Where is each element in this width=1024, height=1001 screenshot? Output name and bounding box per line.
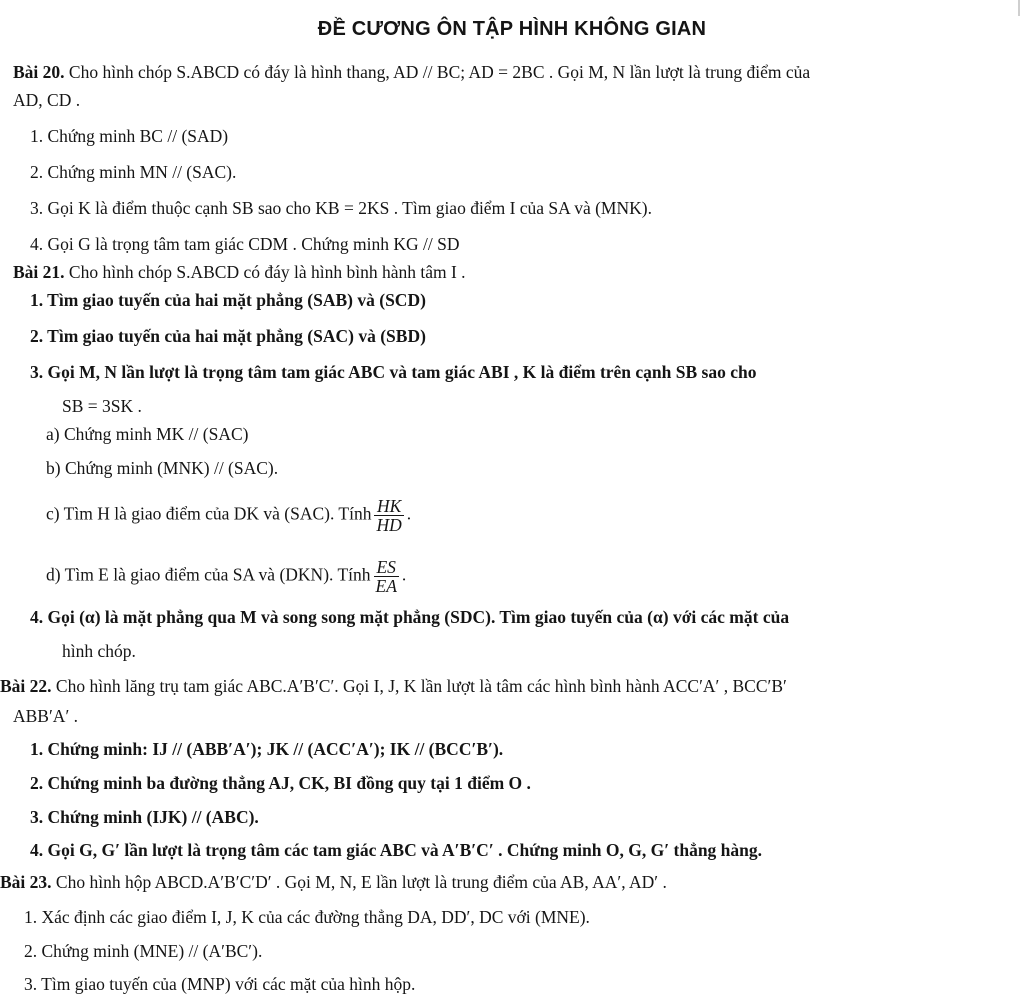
b21-question-1: 1. Tìm giao tuyến của hai mặt phẳng (SAB) và (SCD) [30,290,426,310]
fraction-es-ea [374,558,399,595]
b22-intro-line-2: ABB′A′ . [13,706,79,726]
b22-intro-text: Cho hình lăng trụ tam giác ABC.A′B′C′. Gọi I, J, K lần lượt là tâm các hình bình hành ACC′A′ , BCC′B′ [51,676,787,696]
fraction-denominator: HD [376,515,402,535]
document-title: ĐỀ CƯƠNG ÔN TẬP HÌNH KHÔNG GIAN [317,18,707,40]
b20-question-1: 1. Chứng minh BC // (SAD) [30,126,229,146]
fraction-hk-hd [374,497,403,534]
b21-question-4: 4. Gọi (α) là mặt phẳng qua M và song song mặt phẳng (SDC). Tìm giao tuyến của (α) với các mặt của [30,607,790,627]
b21-question-3c: c) Tìm H là giao điểm của DK và (SAC). Tính $\frac{HK}{HD}$ . [46,496,412,535]
b22-intro-line-1 [0,675,787,697]
fraction-denominator: EA [375,576,397,596]
b21-question-4-cont: hình chóp. [62,641,136,661]
b21-question-3d: d) Tìm E là giao điểm của SA và (DKN). Tính $\frac{ES}{EA}$ . [46,557,407,596]
b23-question-1: 1. Xác định các giao điểm I, J, K của các đường thẳng DA, DD′, DC với (MNE). [24,907,590,927]
b22-question-3: 3. Chứng minh (IJK) // (ABC). [30,807,259,827]
b21-question-3b: b) Chứng minh (MNK) // (SAC). [46,458,279,478]
corner-mark [1018,0,1020,16]
b22-heading: Bài 22. [0,676,52,696]
b20-question-2: 2. Chứng minh MN // (SAC). [30,162,237,182]
b22-question-1: 1. Chứng minh: IJ // (ABB′A′); JK // (ACC′A′); IK // (BCC′B′). [30,739,504,759]
b23-intro-line [0,871,667,893]
b20-intro-line-1 [13,61,810,83]
b20-question-3: 3. Gọi K là điểm thuộc cạnh SB sao cho KB = 2KS . Tìm giao điểm I của SA và (MNK). [30,198,652,218]
b20-heading: Bài 20. [13,62,65,82]
b21-question-3d-text: d) Tìm E là giao điểm của SA và (DKN). Tính [46,564,371,585]
fraction-numerator: HK [374,497,403,516]
b21-intro-line [13,261,466,283]
b20-intro-text: Cho hình chóp S.ABCD có đáy là hình thang, AD // BC; AD = 2BC . Gọi M, N lần lượt là trung điểm của [64,62,811,82]
b22-question-2: 2. Chứng minh ba đường thẳng AJ, CK, BI đồng quy tại 1 điểm O . [30,773,531,793]
b21-question-3a: a) Chứng minh MK // (SAC) [46,424,249,444]
b22-question-4: 4. Gọi G, G′ lần lượt là trọng tâm các tam giác ABC và A′B′C′ . Chứng minh O, G, G′ thẳng hàng. [30,840,763,860]
b23-heading: Bài 23. [0,872,52,892]
b23-question-2: 2. Chứng minh (MNE) // (A′BC′). [24,941,263,961]
b23-question-3: 3. Tìm giao tuyến của (MNP) với các mặt của hình hộp. [24,974,416,994]
fraction-numerator: ES [374,558,399,577]
b21-question-3: 3. Gọi M, N lần lượt là trọng tâm tam giác ABC và tam giác ABI , K là điểm trên cạnh SB sao cho [30,362,757,382]
b21-question-3c-text: c) Tìm H là giao điểm của DK và (SAC). Tính [46,503,372,524]
b20-question-4: 4. Gọi G là trọng tâm tam giác CDM . Chứng minh KG // SD [30,234,460,254]
b21-question-3-cont: SB = 3SK . [62,396,142,416]
b23-intro-text: Cho hình hộp ABCD.A′B′C′D′ . Gọi M, N, E lần lượt là trung điểm của AB, AA′, AD′ . [51,872,667,892]
b21-heading: Bài 21. [13,262,65,282]
b21-question-2: 2. Tìm giao tuyến của hai mặt phẳng (SAC) và (SBD) [30,326,426,346]
b21-intro-text: Cho hình chóp S.ABCD có đáy là hình bình hành tâm I . [64,262,466,282]
b20-intro-line-2: AD, CD . [13,90,81,110]
